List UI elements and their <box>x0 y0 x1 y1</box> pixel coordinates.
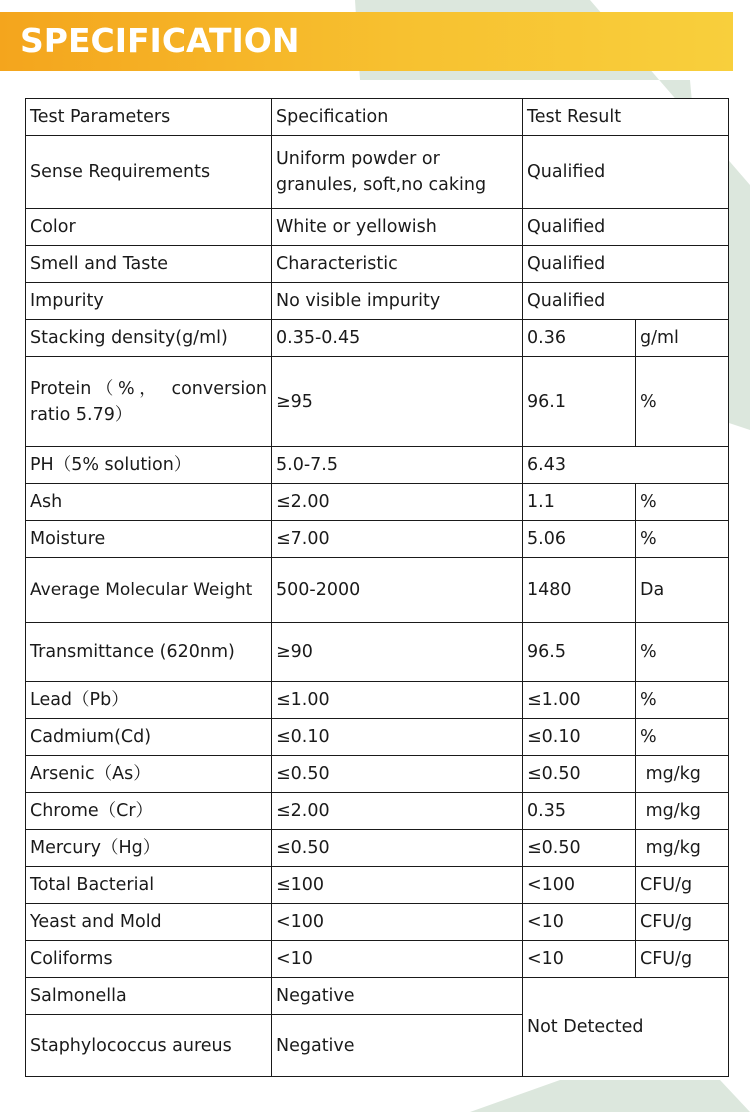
table-row <box>26 320 729 357</box>
table-row <box>26 209 729 246</box>
param-cell: Salmonella <box>26 978 272 1015</box>
result-cell: ≤0.10 <box>523 719 636 756</box>
result-cell: ≤1.00 <box>523 682 636 719</box>
table-row <box>26 830 729 867</box>
spec-cell: <100 <box>272 904 523 941</box>
spec-cell: ≤0.10 <box>272 719 523 756</box>
table-row <box>26 484 729 521</box>
table-row <box>26 682 729 719</box>
table-row <box>26 447 729 484</box>
param-cell: Transmittance (620nm) <box>26 623 272 682</box>
result-cell-merged: Not Detected <box>523 978 729 1077</box>
param-cell: Protein（%， conversion ratio 5.79） <box>26 357 272 447</box>
spec-cell: Negative <box>272 978 523 1015</box>
spec-cell: ≤0.50 <box>272 830 523 867</box>
unit-cell: % <box>636 484 729 521</box>
table-row <box>26 521 729 558</box>
result-cell: 96.1 <box>523 357 636 447</box>
param-cell: Cadmium(Cd) <box>26 719 272 756</box>
table-row <box>26 283 729 320</box>
result-cell: <10 <box>523 904 636 941</box>
unit-cell: % <box>636 623 729 682</box>
page-title: SPECIFICATION <box>20 21 300 60</box>
param-cell: Mercury（Hg） <box>26 830 272 867</box>
spec-cell: White or yellowish <box>272 209 523 246</box>
param-cell: Sense Requirements <box>26 136 272 209</box>
spec-cell: ≤0.50 <box>272 756 523 793</box>
unit-cell: mg/kg <box>636 756 729 793</box>
result-cell: 0.35 <box>523 793 636 830</box>
param-cell: Color <box>26 209 272 246</box>
unit-cell: Da <box>636 558 729 623</box>
result-cell: <10 <box>523 941 636 978</box>
result-cell: 1.1 <box>523 484 636 521</box>
table-row <box>26 558 729 623</box>
unit-cell: CFU/g <box>636 941 729 978</box>
table-row <box>26 623 729 682</box>
unit-cell: % <box>636 719 729 756</box>
param-cell: Average Molecular Weight <box>26 558 272 623</box>
spec-cell: Negative <box>272 1015 523 1077</box>
table-row <box>26 756 729 793</box>
param-cell: Chrome（Cr） <box>26 793 272 830</box>
spec-cell: 500-2000 <box>272 558 523 623</box>
result-cell: Qualified <box>523 246 729 283</box>
spec-cell: Characteristic <box>272 246 523 283</box>
specification-table <box>25 98 729 1077</box>
table-row <box>26 941 729 978</box>
param-cell: Total Bacterial <box>26 867 272 904</box>
param-cell: Ash <box>26 484 272 521</box>
spec-cell: ≥90 <box>272 623 523 682</box>
table-row <box>26 357 729 447</box>
spec-cell: <10 <box>272 941 523 978</box>
table-row <box>26 246 729 283</box>
unit-cell: g/ml <box>636 320 729 357</box>
table-row <box>26 793 729 830</box>
result-cell: 5.06 <box>523 521 636 558</box>
spec-cell: 0.35-0.45 <box>272 320 523 357</box>
spec-cell: ≤100 <box>272 867 523 904</box>
param-cell: Moisture <box>26 521 272 558</box>
table-row <box>26 904 729 941</box>
unit-cell: % <box>636 357 729 447</box>
spec-cell: ≥95 <box>272 357 523 447</box>
table-header-row <box>26 99 729 136</box>
result-cell: 0.36 <box>523 320 636 357</box>
spec-cell: No visible impurity <box>272 283 523 320</box>
spec-cell: ≤1.00 <box>272 682 523 719</box>
param-cell: PH（5% solution） <box>26 447 272 484</box>
table-row <box>26 978 729 1015</box>
spec-cell: Uniform powder or granules, soft,no caking <box>272 136 523 209</box>
unit-cell: % <box>636 682 729 719</box>
spec-cell: ≤7.00 <box>272 521 523 558</box>
header-test-parameters: Test Parameters <box>26 99 272 136</box>
param-cell: Yeast and Mold <box>26 904 272 941</box>
spec-cell: 5.0-7.5 <box>272 447 523 484</box>
result-cell: Qualified <box>523 136 729 209</box>
header-test-result: Test Result <box>523 99 729 136</box>
result-cell: 96.5 <box>523 623 636 682</box>
param-cell: Lead（Pb） <box>26 682 272 719</box>
table-row <box>26 867 729 904</box>
unit-cell: CFU/g <box>636 867 729 904</box>
table-row <box>26 136 729 209</box>
unit-cell: % <box>636 521 729 558</box>
param-cell: Arsenic（As） <box>26 756 272 793</box>
result-cell: Qualified <box>523 209 729 246</box>
unit-cell: mg/kg <box>636 793 729 830</box>
result-cell: <100 <box>523 867 636 904</box>
unit-cell: mg/kg <box>636 830 729 867</box>
param-cell: Staphylococcus aureus <box>26 1015 272 1077</box>
result-cell: 1480 <box>523 558 636 623</box>
result-cell: ≤0.50 <box>523 756 636 793</box>
param-cell: Coliforms <box>26 941 272 978</box>
param-cell: Smell and Taste <box>26 246 272 283</box>
header-specification: Specification <box>272 99 523 136</box>
result-cell: Qualified <box>523 283 729 320</box>
unit-cell: CFU/g <box>636 904 729 941</box>
param-cell: Impurity <box>26 283 272 320</box>
spec-cell: ≤2.00 <box>272 484 523 521</box>
param-cell: Stacking density(g/ml) <box>26 320 272 357</box>
spec-cell: ≤2.00 <box>272 793 523 830</box>
specification-banner <box>0 12 733 71</box>
result-cell: ≤0.50 <box>523 830 636 867</box>
table-row <box>26 719 729 756</box>
result-cell: 6.43 <box>523 447 729 484</box>
